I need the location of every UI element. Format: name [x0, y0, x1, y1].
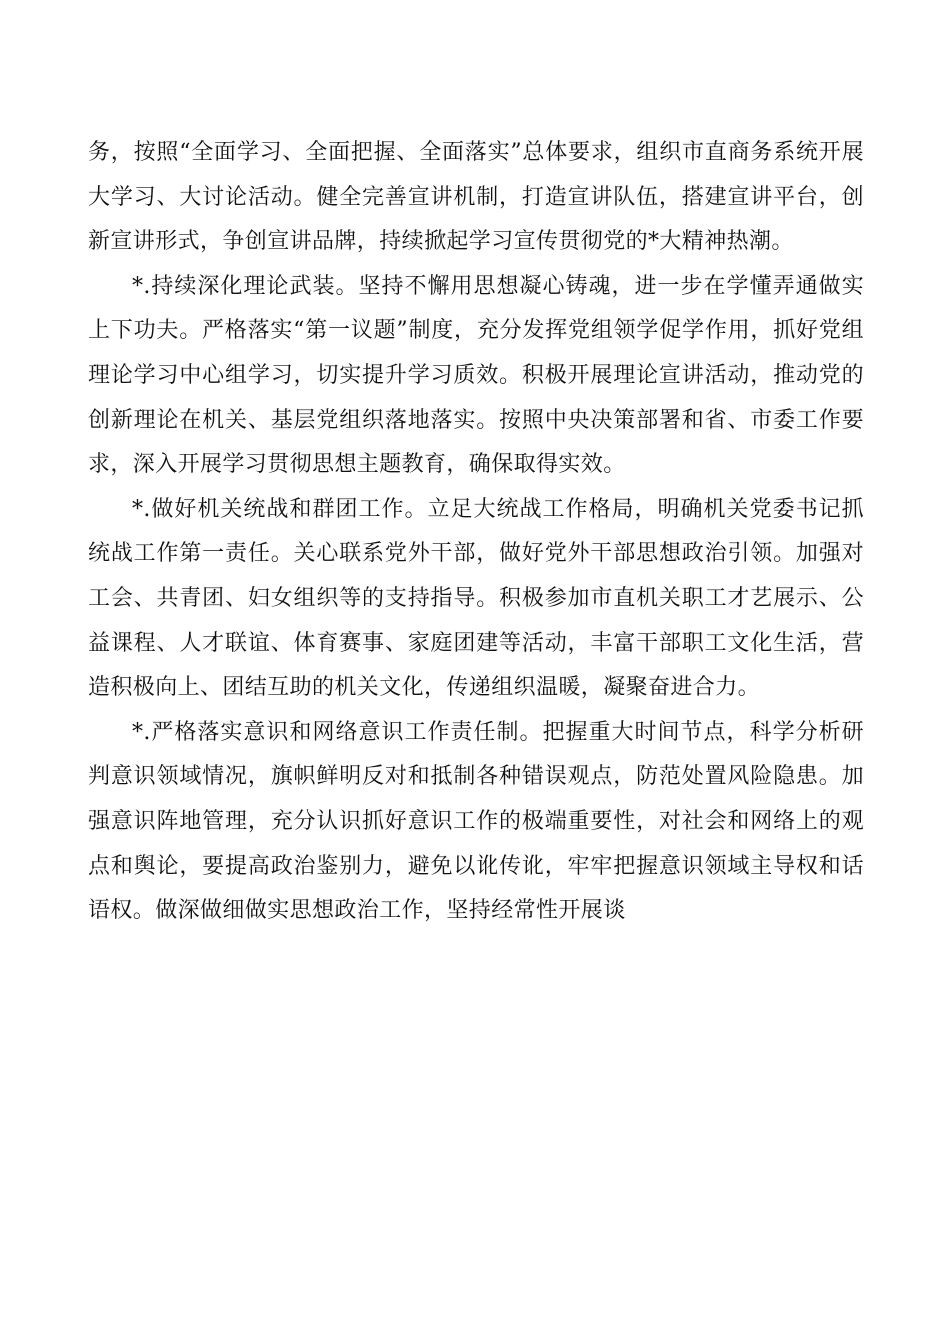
document-page: [88, 131, 864, 934]
paragraph-theory-study: *.持续深化理论武装。坚持不懈用思想凝心铸魂，进一步在学懂弄通做实上下功夫。严格落实“第一议题”制度，充分发挥党组领学促学作用，抓好党组理论学习中心组学习，切实提升学习质效。积极开展理论宣讲活动，推动党的创新理论在机关、基层党组织落地落实。按照中央决策部署和省、市委工作要求，深入开展学习贯彻思想主题教育，确保取得实效。: [88, 273, 864, 478]
paragraph-united-front: *.做好机关统战和群团工作。立足大统战工作格局，明确机关党委书记抓统战工作第一责任。关心联系党外干部，做好党外干部思想政治引领。加强对工会、共青团、妇女组织等的支持指导。积极参加市直机关职工才艺展示、公益课程、人才联谊、体育赛事、家庭团建等活动，丰富干部职工文化生活，营造积极向上、团结互助的机关文化，传递组织温暖，凝聚奋进合力。: [88, 496, 864, 701]
paragraph-ideology-responsibility: *.严格落实意识和网络意识工作责任制。把握重大时间节点，科学分析研判意识领域情况，旗帜鲜明反对和抵制各种错误观点，防范处置风险隐患。加强意识阵地管理，充分认识抓好意识工作的极端重要性，对社会和网络上的观点和舆论，要提高政治鉴别力，避免以讹传讹，牢牢把握意识领域主导权和话语权。做深做细做实思想政治工作，坚持经常性开展谈: [88, 719, 864, 924]
paragraph-continuation: 务，按照“全面学习、全面把握、全面落实”总体要求，组织市直商务系统开展大学习、大讨论活动。健全完善宣讲机制，打造宣讲队伍，搭建宣讲平台，创新宣讲形式，争创宣讲品牌，持续掀起学习宣传贯彻党的*大精神热潮。: [88, 140, 864, 255]
